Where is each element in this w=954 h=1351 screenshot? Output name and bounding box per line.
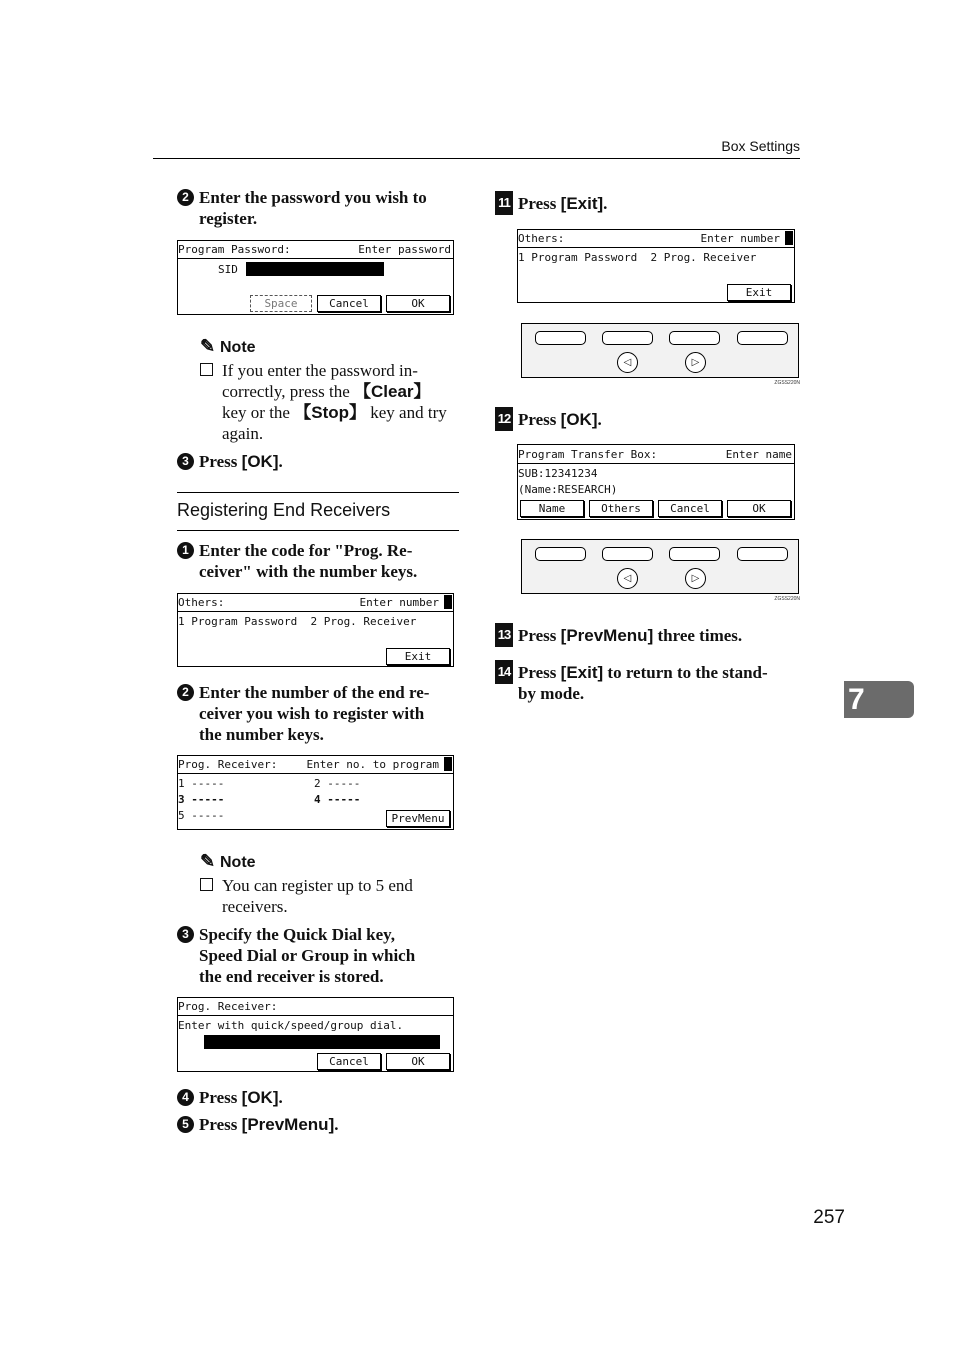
figure-ref: ZGSS220N [774, 596, 800, 602]
figure-ref: ZGSS220N [774, 380, 800, 386]
lcd-cursor [444, 595, 452, 609]
lcd-title: Program Password: [178, 243, 291, 256]
ok-button[interactable]: OK [386, 1053, 450, 1070]
sid-label: SID [218, 263, 238, 276]
lcd-title: Others: [518, 232, 565, 245]
step-number: 1 [177, 542, 194, 559]
exit-button[interactable]: Exit [386, 648, 450, 665]
exit-key: [Exit] [560, 194, 604, 213]
ok-key: [OK] [241, 452, 279, 471]
lcd-hint: Enter name [725, 448, 792, 461]
lcd-divider [178, 773, 453, 774]
name-button[interactable]: Name [520, 500, 584, 517]
lcd-divider [518, 247, 794, 248]
lcd-others-right [517, 229, 795, 303]
step-text: Enter the password you wish to register. [199, 188, 427, 228]
step-enter-password [177, 187, 459, 231]
arrow-right-icon[interactable]: ▷ [685, 568, 706, 589]
lcd-dial-entry [177, 997, 454, 1072]
lcd-cursor [785, 231, 793, 245]
step-press-prevmenu: 5 Press [PrevMenu]. [177, 1114, 459, 1136]
step-number: 2 [177, 684, 194, 701]
selection-key-2[interactable] [602, 547, 653, 561]
step-number: 14 [495, 660, 513, 684]
section-title: Registering End Receivers [177, 500, 391, 520]
section-rule-top [177, 492, 459, 493]
pencil-icon: ✎ [200, 851, 216, 871]
note-heading: ✎ Note [200, 336, 256, 356]
selection-key-1[interactable] [535, 331, 586, 345]
arrow-left-icon[interactable]: ◁ [617, 568, 638, 589]
ok-button[interactable]: OK [386, 295, 450, 312]
exit-button[interactable]: Exit [727, 284, 791, 301]
lcd-divider [178, 258, 453, 259]
others-button[interactable]: Others [589, 500, 653, 517]
key-panel [521, 323, 799, 378]
dial-input[interactable] [204, 1035, 440, 1049]
step-enter-code: 1 Enter the code for "Prog. Re- ceiver" with the number keys. [177, 540, 459, 584]
step-press-ok-2: 4 Press [OK]. [177, 1087, 459, 1109]
ok-button[interactable]: OK [727, 500, 791, 517]
step-press-ok-right: 12 Press [OK]. [495, 407, 800, 433]
lcd-menu-line: 1 Program Password 2 Prog. Receiver [178, 615, 417, 628]
lcd-cursor [444, 757, 452, 771]
receiver-slot-5[interactable]: 5 ----- [178, 809, 225, 822]
lcd-program-password [177, 240, 454, 315]
step-number: 3 [177, 926, 194, 943]
receiver-slot-1[interactable]: 1 ----- [178, 777, 225, 790]
exit-key: [Exit] [560, 663, 604, 682]
cancel-button[interactable]: Cancel [658, 500, 722, 517]
lcd-divider [178, 1015, 453, 1016]
lcd-transfer-box [517, 444, 795, 520]
lcd-hint: Enter password [358, 243, 451, 256]
note-item: If you enter the password in- correctly, press the 【Clear】 key or the 【Stop】 key and try again. [200, 360, 459, 446]
selection-key-4[interactable] [737, 331, 788, 345]
receiver-slot-2[interactable]: 2 ----- [314, 777, 361, 790]
sid-input[interactable] [246, 262, 384, 276]
selection-key-1[interactable] [535, 547, 586, 561]
step-number: 11 [495, 191, 513, 215]
cancel-button[interactable]: Cancel [317, 295, 381, 312]
page-number: 257 [813, 1207, 845, 1228]
lcd-hint: Enter no. to program [306, 758, 439, 771]
checkbox-icon [200, 363, 213, 376]
step-press-exit: 11 Press [Exit]. [495, 191, 800, 217]
chapter-tab: 7 [844, 681, 914, 718]
note-heading: ✎ Note [200, 851, 256, 871]
step-number: 3 [177, 453, 194, 470]
header-title: Box Settings [721, 138, 800, 154]
arrow-right-icon[interactable]: ▷ [685, 352, 706, 373]
lcd-title: Prog. Receiver: [178, 1000, 278, 1013]
clear-key: 【Clear】 [354, 382, 431, 401]
step-number: 2 [177, 189, 194, 206]
sub-code: SUB:12341234 [518, 467, 598, 480]
stop-key: 【Stop】 [294, 403, 367, 422]
step-number: 4 [177, 1089, 194, 1106]
step-number: 5 [177, 1116, 194, 1133]
arrow-left-icon[interactable]: ◁ [617, 352, 638, 373]
receiver-slot-4[interactable]: 4 ----- [314, 793, 361, 806]
selection-key-3[interactable] [669, 547, 720, 561]
ok-key: [OK] [241, 1088, 279, 1107]
prevmenu-key: [PrevMenu] [560, 626, 654, 645]
lcd-prog-receiver [177, 755, 454, 830]
step-press-prevmenu-three: 13 Press [PrevMenu] three times. [495, 623, 800, 649]
lcd-hint: Enter number [359, 596, 439, 609]
note-item: You can register up to 5 end receivers. [200, 875, 459, 919]
step-enter-number: 2 Enter the number of the end re- ceiver you wish to register with the number keys. [177, 682, 459, 748]
receiver-slot-3[interactable]: 3 ----- [178, 793, 225, 806]
space-button[interactable]: Space [250, 295, 312, 312]
selection-key-3[interactable] [669, 331, 720, 345]
lcd-others [177, 593, 454, 667]
step-press-ok: 3 Press [OK]. [177, 451, 459, 473]
selection-key-2[interactable] [602, 331, 653, 345]
lcd-divider [178, 611, 453, 612]
lcd-menu-line: 1 Program Password 2 Prog. Receiver [518, 251, 757, 264]
step-number: 12 [495, 407, 513, 431]
prevmenu-button[interactable]: PrevMenu [386, 810, 450, 827]
step-number: 13 [495, 623, 513, 647]
ok-key: [OK] [560, 410, 598, 429]
lcd-hint: Enter number [700, 232, 780, 245]
lcd-instruction: Enter with quick/speed/group dial. [178, 1019, 404, 1032]
lcd-title: Program Transfer Box: [518, 448, 658, 461]
prevmenu-key: [PrevMenu] [241, 1115, 335, 1134]
cancel-button[interactable]: Cancel [317, 1053, 381, 1070]
step-return-standby: 14 Press [Exit] to return to the stand- by mode. [495, 660, 800, 708]
header-rule [153, 158, 800, 159]
selection-key-4[interactable] [737, 547, 788, 561]
pencil-icon: ✎ [200, 336, 216, 356]
section-rule-bottom [177, 530, 459, 531]
checkbox-icon [200, 878, 213, 891]
key-panel [521, 539, 799, 594]
lcd-divider [518, 463, 794, 464]
box-name: (Name:RESEARCH) [518, 483, 618, 496]
lcd-title: Others: [178, 596, 225, 609]
lcd-title: Prog. Receiver: [178, 758, 278, 771]
step-specify-dial: 3 Specify the Quick Dial key, Speed Dial or Group in which the end receiver is stored. [177, 924, 459, 990]
